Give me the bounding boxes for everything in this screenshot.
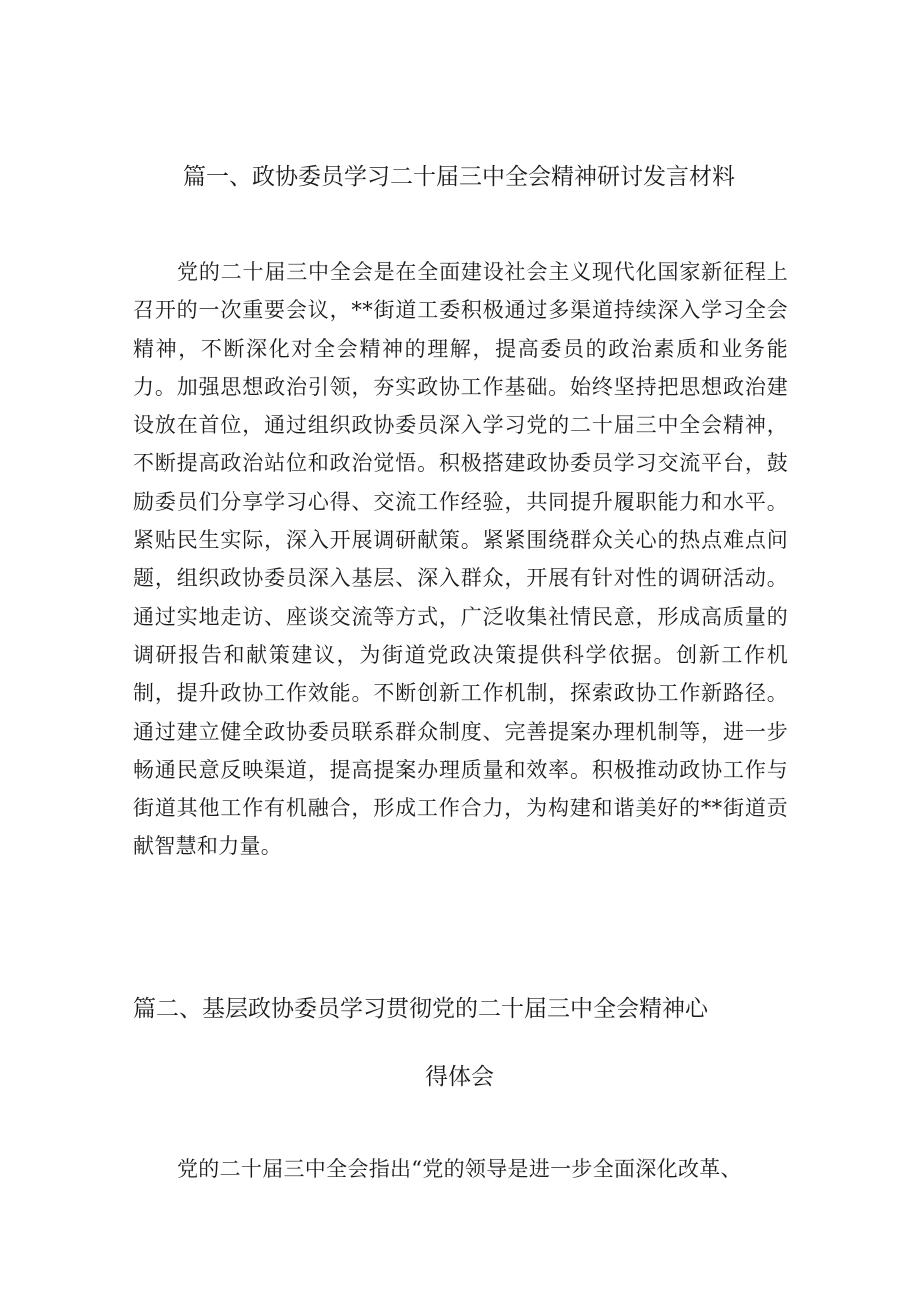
section2-paragraph: 党的二十届三中全会指出“党的领导是进一步全面深化改革、 xyxy=(177,1157,742,1181)
section1-title: 篇一、政协委员学习二十届三中全会精神研讨发言材料 xyxy=(183,164,735,190)
section2-title-line2: 得体会 xyxy=(425,1064,494,1090)
section1-paragraph: 党的二十届三中全会是在全面建设社会主义现代化国家新征程上召开的一次重要会议，**街道工委积极通过多渠道持续深入学习全会精神，不断深化对全会精神的理解，提高委员的政治素质和业务能力。加强思想政治引领，夯实政协工作基础。始终坚持把思想政治建设放在首位，通过组织政协委员深入学习党的二十届三中全会精神，不断提高政治站位和政治觉悟。积极搭建政协委员学习交流平台，鼓励委员们分享学习心得、交流工作经验，共同提升履职能力和水平。紧贴民生实际，深入开展调研献策。紧紧围绕群众关心的热点难点问题，组织政协委员深入基层、深入群众，开展有针对性的调研活动。通过实地走访、座谈交流等方式，广泛收集社情民意，形成高质量的调研报告和献策建议，为街道党政决策提供科学依据。创新工作机制，提升政协工作效能。不断创新工作机制，探索政协工作新路径。通过建立健全政协委员联系群众制度、完善提案办理机制等，进一步畅通民意反映渠道，提高提案办理质量和效率。积极推动政协工作与街道其他工作有机融合，形成工作合力，为构建和谐美好的**街道贡献智慧和力量。 xyxy=(133,260,788,859)
section2-title-line1: 篇二、基层政协委员学习贯彻党的二十届三中全会精神心 xyxy=(133,996,708,1022)
